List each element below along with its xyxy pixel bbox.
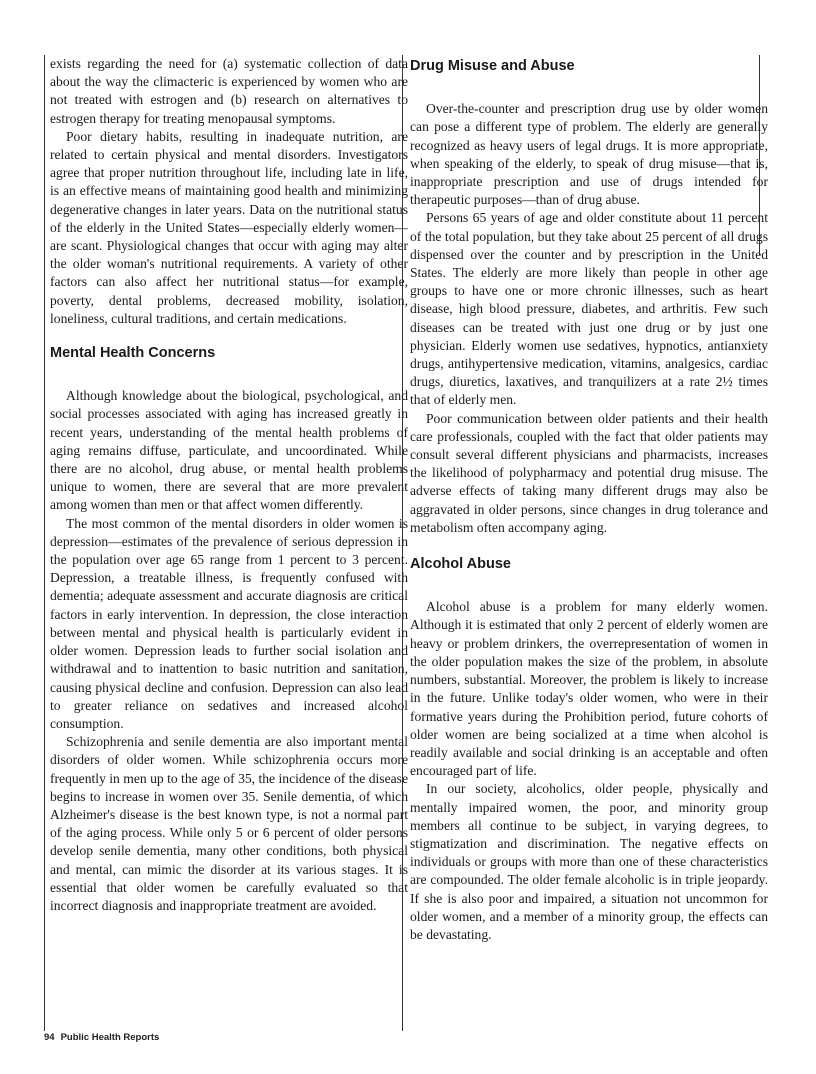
page-footer — [44, 1032, 165, 1043]
journal-name: Public Health Reports — [60, 1032, 160, 1043]
paragraph-alcohol-2: In our society, alcoholics, older people, physically and mentally impaired women, the poor, and minority group members all continue to be subject, in varying degrees, to stigmatization and discrimination. The negative effects on individuals or groups with more than one of these characteristics are compounded. The older female alcoholic is in triple jeopardy. If she is also poor and impaired, a situation not uncommon for older women, and a member of a minority group, the effects can be devastating. — [410, 781, 768, 942]
heading-alcohol-abuse: Alcohol Abuse — [410, 556, 511, 573]
paragraph-drug-3: Poor communication between older patients and their health care professionals, coupled with the fact that older patients may consult several different physicians and pharmacists, increases the likelihood of polypharmacy and potential drug misuse. The adverse effects of taking many different drugs may also be aggravated in older persons, since changes in drug tolerance and metabolism often accompany aging. — [410, 410, 768, 535]
paragraph-intro-continued: exists regarding the need for (a) systematic collection of data about the way the climacteric is experienced by women who are not treated with estrogen and (b) research on alternatives to estrogen therapy for treating menopausal symptoms. — [50, 56, 408, 126]
column-rule-left — [44, 55, 45, 1031]
right-column — [410, 55, 768, 944]
paragraph-mental-2: The most common of the mental disorders in older women is depression—estimates of the prevalence of serious depression in the population over age 65 range from 1 percent to 3 percent. Depression, a treatable illness, is frequently confused with dementia; adequate assessment and accurate diagnosis are critical factors in early intervention. In depression, the close interaction between mental and physical health is particularly evident in older women. Depression leads to further social isolation and withdrawal and to inattention to basic nutrition and sanitation, causing physical decline and confusion. Depression can also lead to greater reliance on sedatives and increased alcohol consumption. — [50, 515, 408, 731]
left-column — [50, 55, 408, 915]
paragraph-alcohol-1: Alcohol abuse is a problem for many elderly women. Although it is estimated that only 2 percent of elderly women are heavy or problem drinkers, the overrepresentation of women in the older population makes the size of the problem, in absolute numbers, substantial. Moreover, the problem is likely to increase in the future. Unlike today's older women, who were in their formative years during the Prohibition period, future cohorts of older women are being socialized at a time when alcohol is readily available and social drinking is an acceptable and often encouraged part of life. — [410, 599, 768, 779]
paragraph-drug-2: Persons 65 years of age and older constitute about 11 percent of the total population, but they take about 25 percent of all drugs dispensed over the counter and by prescription in the United States. The elderly are more likely than people in other age groups to have one or more chronic illnesses, such as heart disease, high blood pressure, diabetes, and arthritis. Few such diseases can be treated with just one drug or by just one physician. Elderly women use sedatives, hypnotics, antianxiety drugs, antihypertensive medication, vitamins, analgesics, cardiac drugs, diuretics, laxatives, and tranquilizers at a rate 2½ times that of elderly men. — [410, 210, 768, 408]
paragraph-drug-1: Over-the-counter and prescription drug use by older women can pose a different type of problem. The elderly are generally recognized as heavy users of legal drugs. It is more appropriate, when speaking of the elderly, to speak of drug misuse—that is, inappropriate prescription and use of drugs intended for therapeutic purposes—than of drug abuse. — [410, 101, 768, 208]
paragraph-nutrition: Poor dietary habits, resulting in inadequate nutrition, are related to certain physical and mental disorders. Investigators agree that proper nutrition throughout life, including late in life, is an effective means of maintaining good health and minimizing degenerative changes in later years. Data on the nutritional status of the elderly in the United States—especially elderly women—are scant. Physiological changes that occur with aging may alter the older woman's nutritional requirements. A variety of other factors can also affect her nutritional status—for example, poverty, dental problems, decreased mobility, isolation, loneliness, cultural traditions, and certain medications. — [50, 128, 408, 326]
page-number: 94 — [44, 1032, 55, 1043]
paragraph-mental-1: Although knowledge about the biological, psychological, and social processes associated with aging has increased greatly in recent years, understanding of the mental health problems of aging remains diffuse, particulate, and uncoordinated. While there are no alcohol, drug abuse, or mental health problems unique to women, there are several that are more prevalent among women than men or that affect women differently. — [50, 388, 408, 513]
heading-drug-misuse: Drug Misuse and Abuse — [410, 58, 575, 74]
heading-mental-health: Mental Health Concerns — [50, 345, 216, 362]
paragraph-mental-3: Schizophrenia and senile dementia are also important mental disorders of older women. While schizophrenia occurs more frequently in men up to the age of 35, the incidence of the disease begins to increase in women over 35. Senile dementia, of which Alzheimer's disease is the best known type, is not a normal part of the aging process. While only 5 or 6 percent of older persons develop senile dementia, many other conditions, both physical and mental, can mimic the disorder at its various stages. It is essential that older women be carefully evaluated so that incorrect diagnosis and inappropriate treatment are avoided. — [50, 734, 408, 913]
